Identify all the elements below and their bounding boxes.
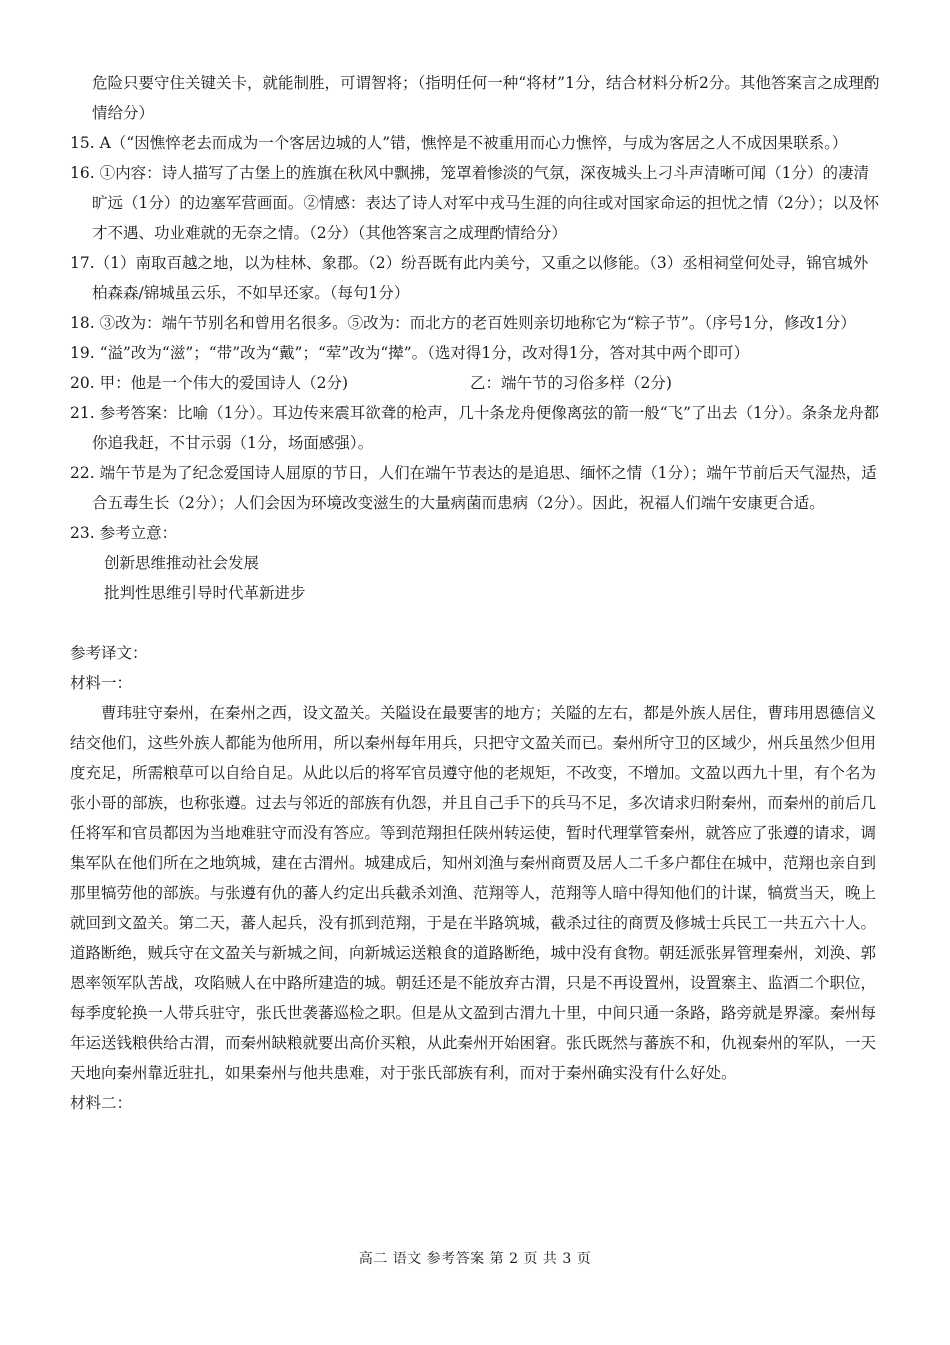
answer-15: 15. A（“因憔悴老去而成为一个客居边城的人”错，憔悴是不被重用而心力憔悴，与成为客居之人不成因果联系。） [70, 134, 848, 152]
answer-20-jia: 20. 甲：他是一个伟大的爱国诗人（2分) [70, 374, 348, 392]
answer-18: 18. ③改为：端午节别名和曾用名很多。⑤改为：而北方的老百姓则亲切地称它为“粽子节”。（序号1分，修改1分） [70, 314, 856, 332]
material-1-text: 曹玮驻守秦州，在秦州之西，设文盈关。关隘设在最要害的地方；关隘的左右，都是外族人居住，曹玮用恩德信义结交他们，这些外族人都能为他所用，所以秦州每年用兵，只把守文盈关而已。秦州所守卫的区域少，州兵虽然少但用度充足，所需粮草可以自给自足。从此以后的将军官员遵守他的老规矩，不改变，不增加。文盈以西九十里，有个名为张小哥的部族，也称张遵。过去与邻近的部族有仇怨，并且自己手下的兵马不足，多次请求归附秦州，而秦州的前后几任将军和官员都因为当地难驻守而没有答应。等到范翔担任陕州转运使，暂时代理掌管秦州，就答应了张遵的请求，调集军队在他们所在之地筑城，建在古渭州。城建成后，知州刘渔与秦州商贾及居人二千多户都住在城中，范翔也亲自到那里犒劳他的部族。与张遵有仇的蕃人约定出兵截杀刘渔、范翔等人，范翔等人暗中得知他们的计谋，犒赏当天，晚上就回到文盈关。第二天，蕃人起兵，没有抓到范翔，于是在半路筑城，截杀过往的商贾及修城士兵民工一共五六十人。道路断绝，贼兵守在文盈关与新城之间，向新城运送粮食的道路断绝，城中没有食物。朝廷派张昇管理秦州，刘涣、郭恩率领军队苦战，攻陷贼人在中路所建造的城。朝廷还是不能放弃古渭，只是不再设置州，设置寨主、监酒二个职位，每季度轮换一人带兵驻守，张氏世袭蕃巡检之职。但是从文盈到古渭九十里，中间只通一条路，路旁就是界濠。秦州每年运送钱粮供给古渭，而秦州缺粮就要出高价买粮，从此秦州开始困窘。张氏既然与蕃族不和，仇视秦州的军队，一天天地向秦州靠近驻扎，如果秦州与他共患难，对于张氏部族有利，而对于秦州确实没有什么好处。 [70, 704, 877, 1082]
answer-20 [70, 368, 882, 398]
answer-23-idea-1: 创新思维推动社会发展 [104, 554, 260, 572]
answer-17: 17.（1）南取百越之地，以为桂林、象郡。（2）纷吾既有此内美兮，又重之以修能。（3）丞相祠堂何处寻，锦官城外柏森森/锦城虽云乐，不如早还家。（每句1分） [70, 254, 869, 302]
answer-22: 22. 端午节是为了纪念爱国诗人屈原的节日，人们在端午节表达的是追思、缅怀之情（1分）；端午节前后天气湿热，适合五毒生长（2分）；人们会因为环境改变滋生的大量病菌而患病（2分）。因此，祝福人们端午安康更合适。 [70, 464, 877, 512]
answer-16: 16. ①内容：诗人描写了古堡上的旌旗在秋风中飘拂，笼罩着惨淡的气氛，深夜城头上刁斗声清晰可闻（1分）的凄清旷远（1分）的边塞军营画面。②情感：表达了诗人对军中戎马生涯的向往或对国家命运的担忧之情（2分）；以及怀才不遇、功业难就的无奈之情。（2分）（其他答案言之成理酌情给分） [70, 164, 879, 242]
answer-23-title: 23. 参考立意： [70, 524, 178, 542]
section-gap [70, 608, 882, 638]
answer-14-continued: 危险只要守住关键关卡，就能制胜，可谓智将；（指明任何一种“将材”1分，结合材料分析2分。其他答案言之成理酌情给分） [92, 74, 880, 122]
page-footer: 高二 语文 参考答案 第 2 页 共 3 页 [358, 1251, 592, 1267]
material-1-label: 材料一： [70, 674, 133, 692]
answer-19: 19. “溢”改为“滋”；“带”改为“戴”；“荤”改为“撵”。（选对得1分，改对得1分，答对其中两个即可） [70, 344, 750, 362]
page-content [70, 68, 882, 1118]
answer-23-idea-2: 批判性思维引导时代革新进步 [104, 584, 306, 602]
answer-21: 21. 参考答案：比喻（1分）。耳边传来震耳欲聋的枪声，几十条龙舟便像离弦的箭一般“飞”了出去（1分）。条条龙舟都你追我赶，不甘示弱（1分，场面感强）。 [70, 404, 880, 452]
answer-20-yi: 乙：端午节的习俗多样（2分) [470, 374, 672, 392]
material-2-label: 材料二： [70, 1094, 133, 1112]
translation-heading: 参考译文： [70, 644, 148, 662]
